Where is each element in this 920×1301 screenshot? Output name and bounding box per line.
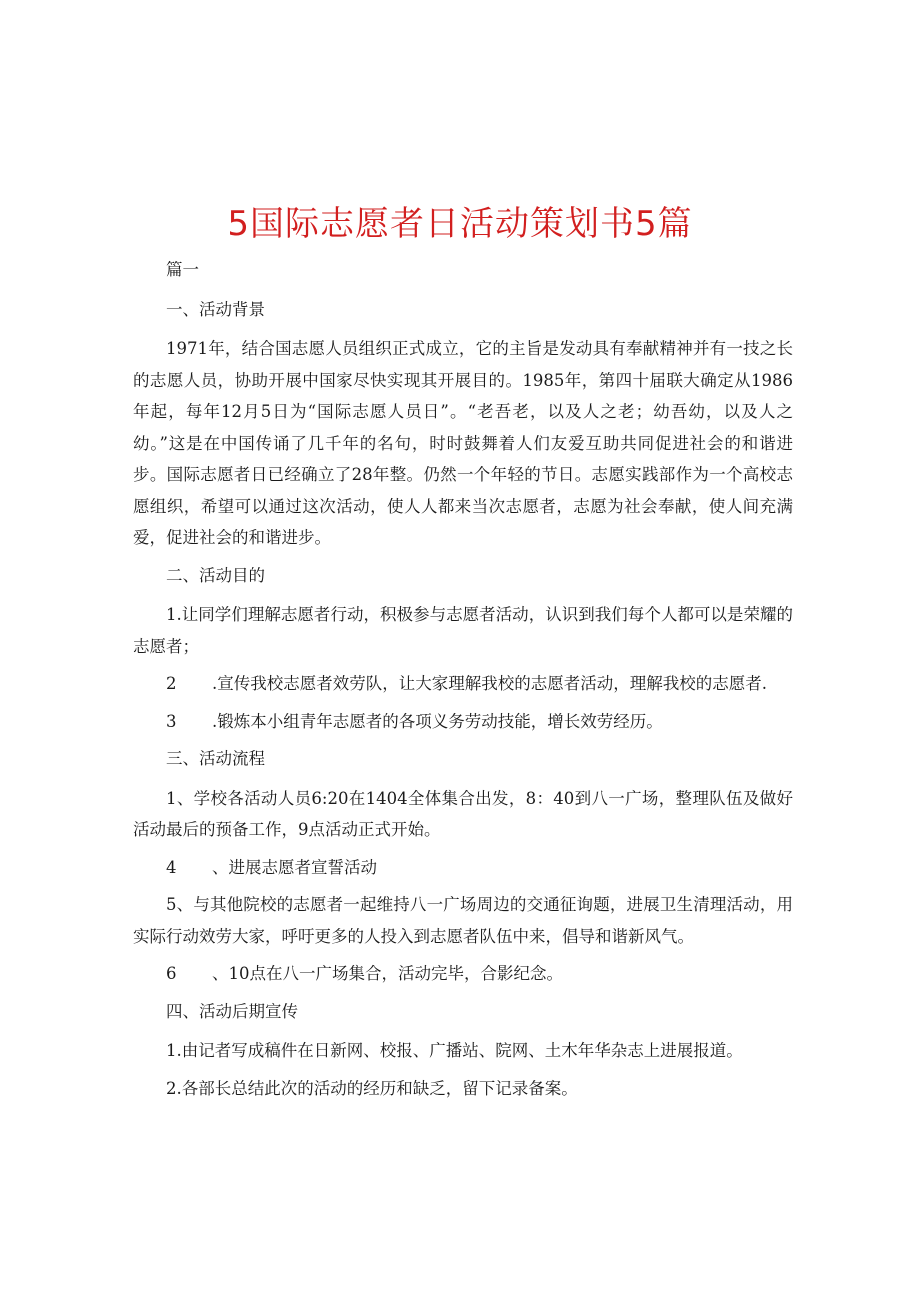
purpose-item [133, 668, 793, 700]
purpose-item-number: 3 [166, 711, 177, 731]
document-title: 5国际志愿者日活动策划书5篇 [227, 204, 693, 244]
flow-item-text: 、学校各活动人员6:20在1404全体集合出发，8：40到八一广场，整理队伍及做好活动最后的预备工作，9点活动正式开始。 [133, 788, 793, 839]
flow-item [133, 783, 793, 846]
flow-item-number: 4 [166, 857, 177, 877]
publicity-item [133, 1073, 793, 1105]
purpose-item-number: 2 [166, 674, 177, 693]
section-heading-flow: 三、活动流程 [166, 749, 265, 768]
flow-item [133, 852, 793, 884]
background-paragraph: 1971年，结合国志愿人员组织正式成立，它的主旨是发动具有奉献精神并有一技之长的志愿人员，协助开展中国家尽快实现其开展目的。1985年，第四十届联大确定从1986年起，每年12月5日为“国际志愿人员日”。“老吾老，以及人之老；幼吾幼，以及人之幼。”这是在中国传诵了几千年的名句，时时鼓舞着人们友爱互助共同促进社会的和谐进步。国际志愿者日已经确立了28年整。仍然一个年轻的节日。志愿实践部作为一个高校志愿组织，希望可以通过这次活动，使人人都来当次志愿者，志愿为社会奉献，使人间充满爱，促进社会的和谐进步。 [133, 339, 793, 547]
flow-item-number: 1 [166, 788, 177, 808]
flow-item-text: 、进展志愿者宣誓活动 [212, 857, 377, 877]
flow-item-number: 5 [166, 895, 177, 914]
purpose-item-text: .让同学们理解志愿者行动，积极参与志愿者活动，认识到我们每个人都可以是荣耀的志愿者； [133, 605, 793, 656]
section-heading-purpose: 二、活动目的 [166, 565, 265, 585]
publicity-item-number: 1 [166, 1041, 177, 1060]
purpose-item-number: 1 [166, 605, 177, 624]
flow-item [133, 958, 793, 990]
purpose-item [133, 599, 793, 662]
chapter-label: 篇一 [166, 260, 199, 279]
publicity-item-text: .由记者写成稿件在日新网、校报、广播站、院网、土木年华杂志上进展报道。 [176, 1041, 743, 1060]
document-body [133, 254, 793, 1110]
flow-item-number: 6 [166, 964, 177, 983]
purpose-item [133, 706, 793, 738]
purpose-item-text: .宣传我校志愿者效劳队，让大家理解我校的志愿者活动，理解我校的志愿者. [212, 674, 767, 693]
flow-item-text: 、10点在八一广场集合，活动完毕，合影纪念。 [212, 964, 563, 983]
flow-item [133, 889, 793, 952]
publicity-item [133, 1035, 793, 1067]
publicity-item-number: 2 [166, 1078, 177, 1098]
flow-item-text: 、与其他院校的志愿者一起维持八一广场周边的交通征询题，进展卫生清理活动，用实际行动效劳大家，呼吁更多的人投入到志愿者队伍中来，倡导和谐新风气。 [133, 895, 793, 946]
purpose-item-text: .锻炼本小组青年志愿者的各项义务劳动技能，增长效劳经历。 [212, 711, 663, 731]
section-heading-background: 一、活动背景 [166, 299, 265, 319]
publicity-item-text: .各部长总结此次的活动的经历和缺乏，留下记录备案。 [176, 1078, 578, 1098]
section-heading-publicity: 四、活动后期宣传 [166, 1001, 298, 1021]
